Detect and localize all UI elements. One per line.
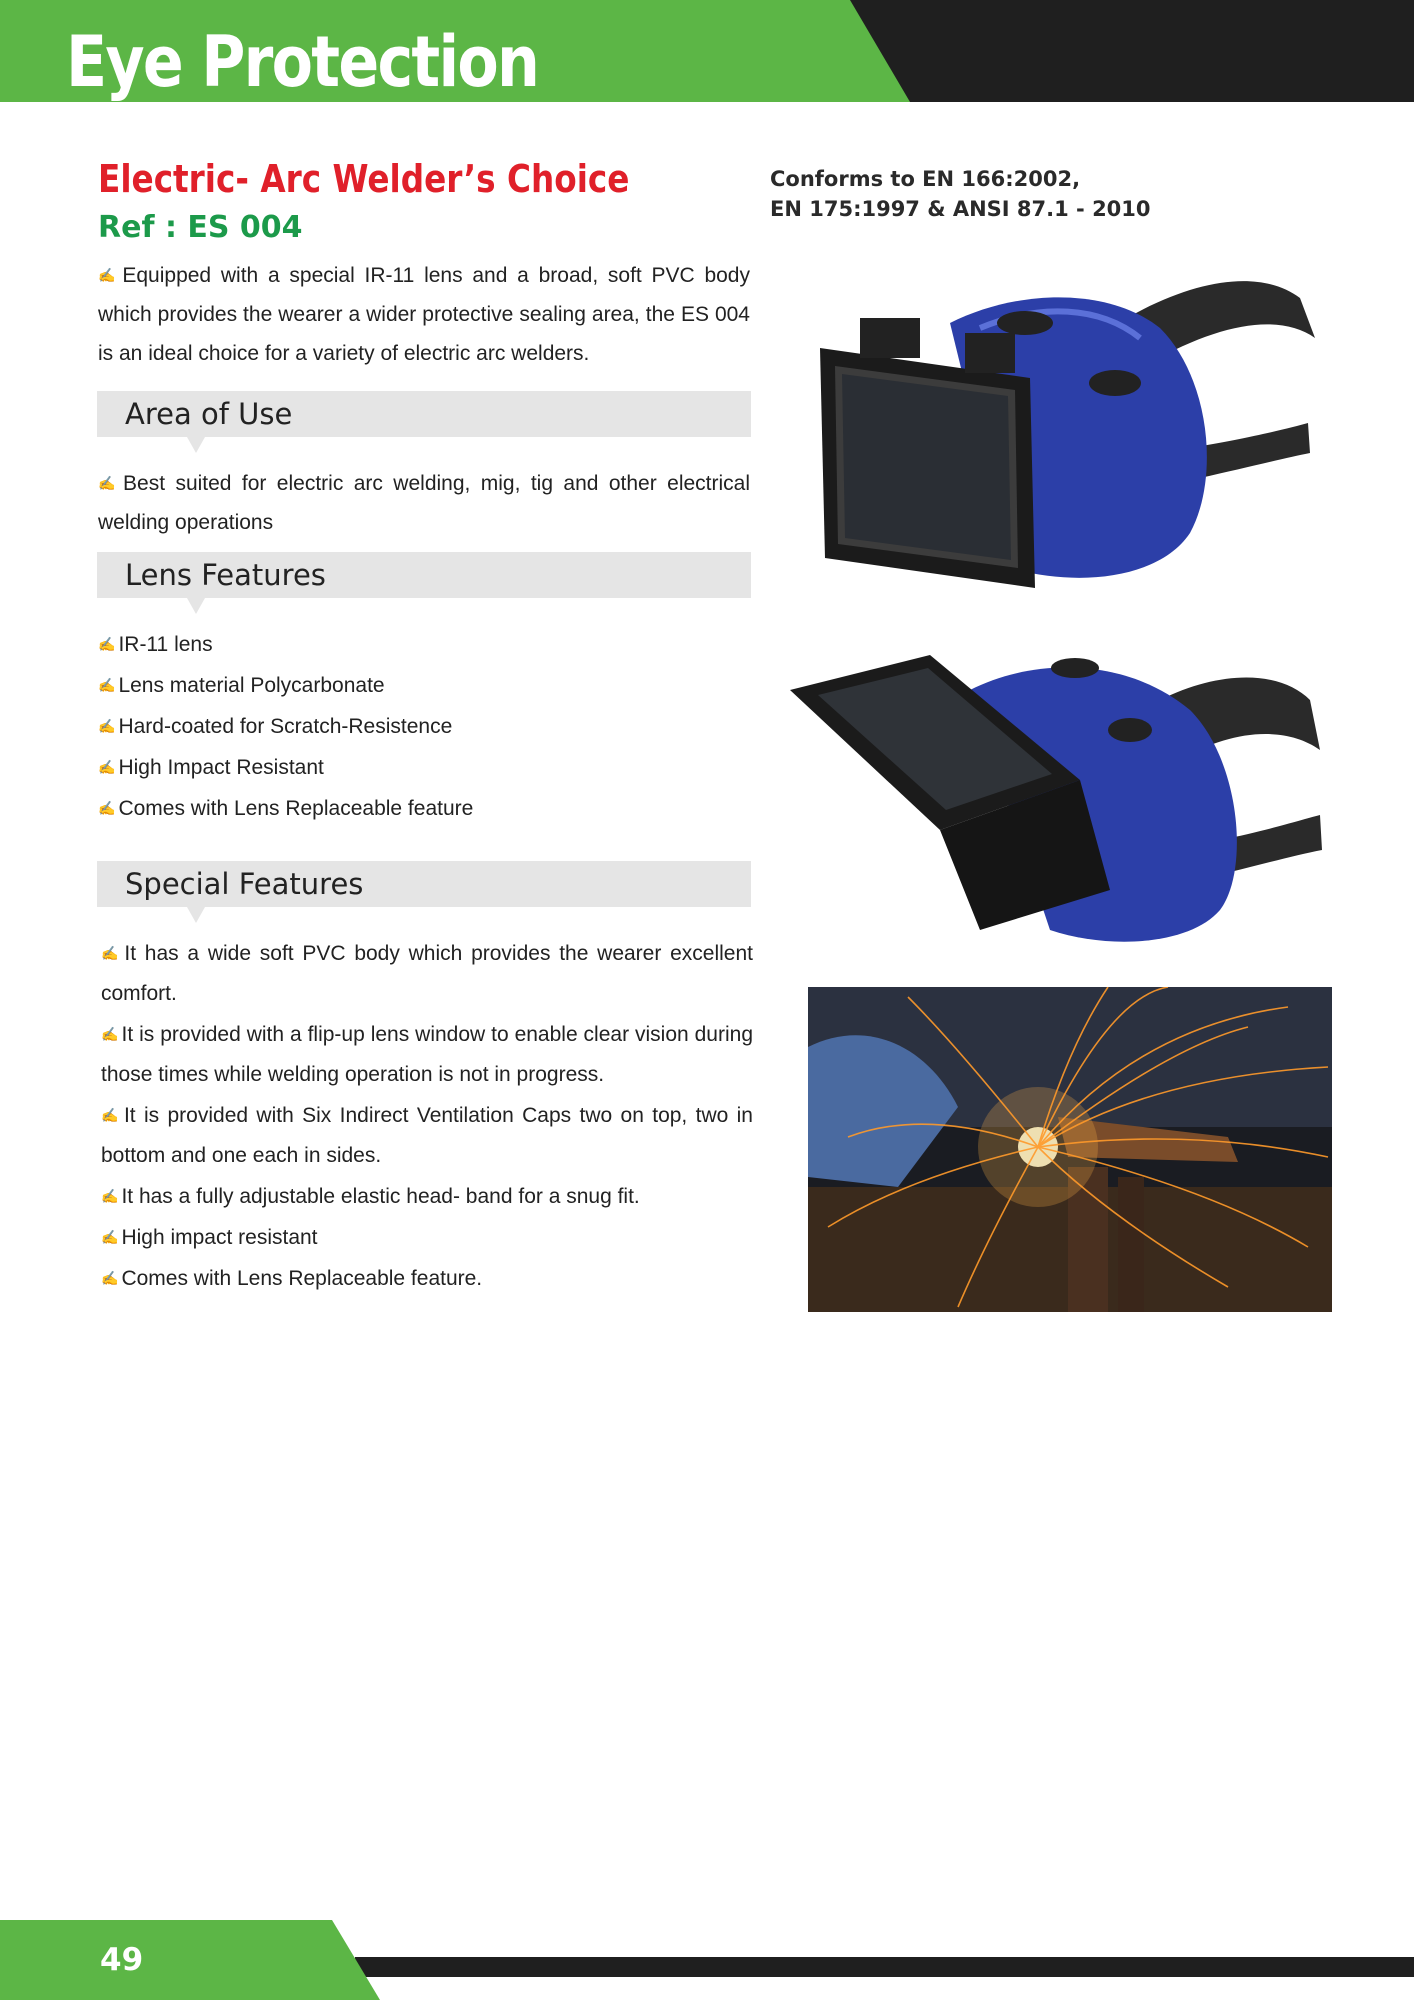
welding-sparks-photo xyxy=(808,987,1332,1312)
list-item: ✍ Comes with Lens Replaceable feature. xyxy=(101,1258,753,1299)
area-of-use-heading: Area of Use xyxy=(125,397,293,431)
area-of-use-text: ✍ Best suited for electric arc welding, mig, tig and other electrical welding operations xyxy=(98,464,750,542)
lens-features-list xyxy=(98,624,473,829)
list-item: ✍ Hard-coated for Scratch-Resistence xyxy=(98,706,473,747)
conformity-standards xyxy=(770,164,1151,224)
special-features-heading-band xyxy=(97,861,751,907)
goggle-closed-image xyxy=(780,268,1340,598)
list-item: ✍ Lens material Polycarbonate xyxy=(98,665,473,706)
footer-green-band xyxy=(0,1920,380,2000)
list-item: ✍ It has a fully adjustable elastic head- band for a snug fit. xyxy=(101,1176,753,1217)
list-item: ✍ High Impact Resistant xyxy=(98,747,473,788)
list-item: ✍ It is provided with Six Indirect Ventilation Caps two on top, two in bottom and one each in sides. xyxy=(101,1095,753,1176)
list-item: ✍ IR-11 lens xyxy=(98,624,473,665)
list-item: ✍ High impact resistant xyxy=(101,1217,753,1258)
footer-dark-band xyxy=(355,1957,1414,1977)
product-title: Electric- Arc Welder’s Choice xyxy=(98,157,630,201)
page-title: Eye Protection xyxy=(66,21,539,103)
lens-features-heading: Lens Features xyxy=(125,558,326,592)
special-features-heading: Special Features xyxy=(125,867,364,901)
conformity-line-1: Conforms to EN 166:2002, xyxy=(770,167,1081,191)
list-item: ✍ It has a wide soft PVC body which provides the wearer excellent comfort. xyxy=(101,933,753,1014)
special-features-list xyxy=(101,933,753,1299)
list-item: ✍ It is provided with a flip-up lens window to enable clear vision during those times while welding operation is not in progress. xyxy=(101,1014,753,1095)
list-item: ✍ Comes with Lens Replaceable feature xyxy=(98,788,473,829)
conformity-line-2: EN 175:1997 & ANSI 87.1 - 2010 xyxy=(770,197,1151,221)
goggle-flipped-open-image xyxy=(780,640,1360,960)
product-intro: ✍ Equipped with a special IR-11 lens and a broad, soft PVC body which provides the wearer a wider protective sealing area, the ES 004 is an ideal choice for a variety of electric arc welders. xyxy=(98,256,750,373)
lens-features-heading-band xyxy=(97,552,751,598)
page-number: 49 xyxy=(100,1942,144,1978)
area-of-use-heading-band xyxy=(97,391,751,437)
product-ref: Ref : ES 004 xyxy=(98,210,303,245)
